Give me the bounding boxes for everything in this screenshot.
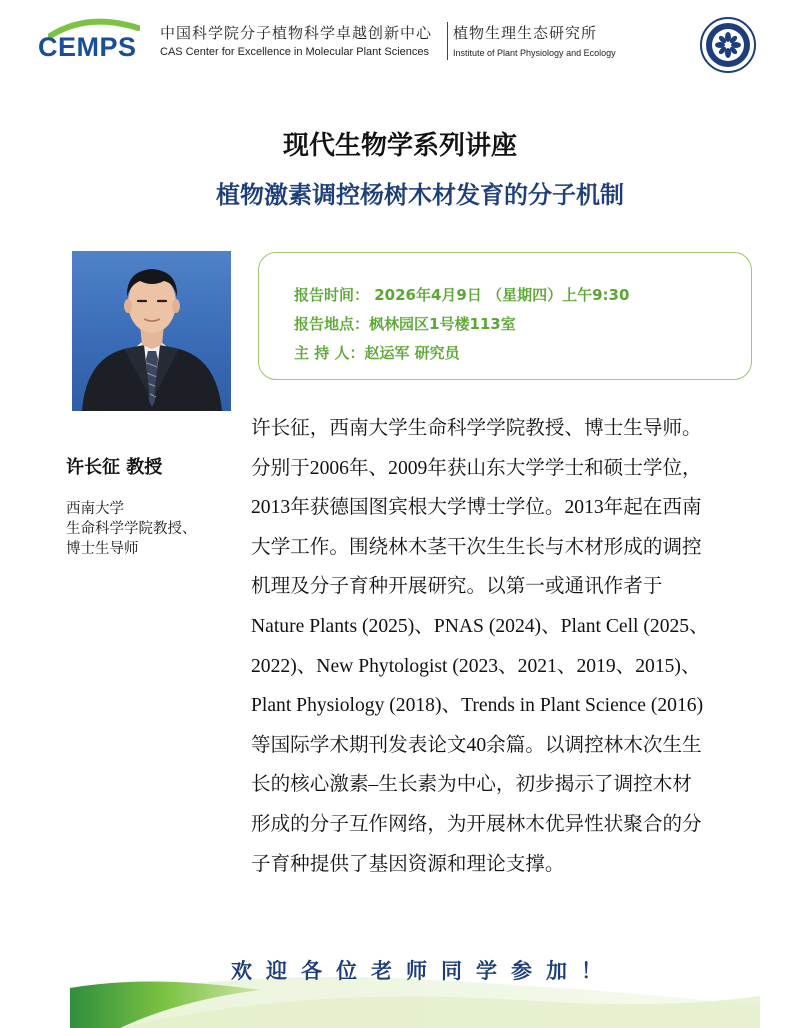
speaker-photo: [72, 251, 231, 411]
speaker-affiliation-line: 生命科学学院教授、: [66, 521, 197, 537]
welcome-message: 欢迎各位老师同学参加！: [231, 959, 616, 983]
speaker-affiliation-line: 西南大学: [66, 501, 124, 517]
lecture-place: 报告地点：枫林园区1号楼113室: [294, 315, 516, 333]
bio-line: 等国际学术期刊发表论文40余篇。以调控林木次生生: [251, 734, 702, 756]
bio-line: 2013年获德国图宾根大学博士学位。2013年起在西南: [251, 497, 702, 519]
bio-line: 机理及分子育种开展研究。以第一或通讯作者于: [251, 576, 663, 598]
header-divider: [447, 22, 448, 60]
lecture-series-title: 现代生物学系列讲座: [282, 131, 517, 161]
bio-line: 大学工作。围绕林木茎干次生生长与木材形成的调控: [251, 536, 702, 558]
lecture-host: 主 持 人：赵运军 研究员: [294, 344, 460, 362]
bio-line: 许长征，西南大学生命科学学院教授、博士生导师。: [251, 418, 702, 439]
bio-line: 分别于2006年、2009年获山东大学学士和硕士学位，: [251, 457, 702, 479]
cas-seal-icon: [700, 17, 756, 73]
center-name-en: CAS Center for Excellence in Molecular Plant Sciences: [160, 46, 430, 58]
institute-name-en: Institute of Plant Physiology and Ecology: [453, 48, 616, 58]
speaker-bio: [251, 409, 751, 884]
bio-line: 子育种提供了基因资源和理论支撑。: [251, 853, 565, 875]
speaker-name: 许长征 教授: [66, 457, 163, 478]
speaker-affiliation-line: 博士生导师: [66, 541, 139, 557]
lecture-topic-title: 植物激素调控杨树木材发育的分子机制: [216, 181, 624, 209]
center-name-cn: 中国科学院分子植物科学卓越创新中心: [160, 24, 433, 42]
bio-line: 2022)、New Phytologist (2023、2021、2019、2015)、: [251, 655, 701, 677]
lecture-time: 报告时间： 2026年4月9日 （星期四）上午9:30: [294, 286, 630, 304]
bio-line: Nature Plants (2025)、PNAS (2024)、Plant Cell (2025、: [251, 615, 709, 637]
bio-line: Plant Physiology (2018)、Trends in Plant Science (2016): [251, 695, 704, 717]
institute-name-cn: 植物生理生态研究所: [453, 24, 598, 42]
logo-text: CEMPS: [38, 32, 137, 62]
speaker-portrait-icon: [72, 251, 231, 411]
bio-line: 长的核心激素–生长素为中心，初步揭示了调控木材: [251, 774, 692, 796]
bio-line: 形成的分子互作网络，为开展林木优异性状聚合的分: [251, 813, 702, 835]
